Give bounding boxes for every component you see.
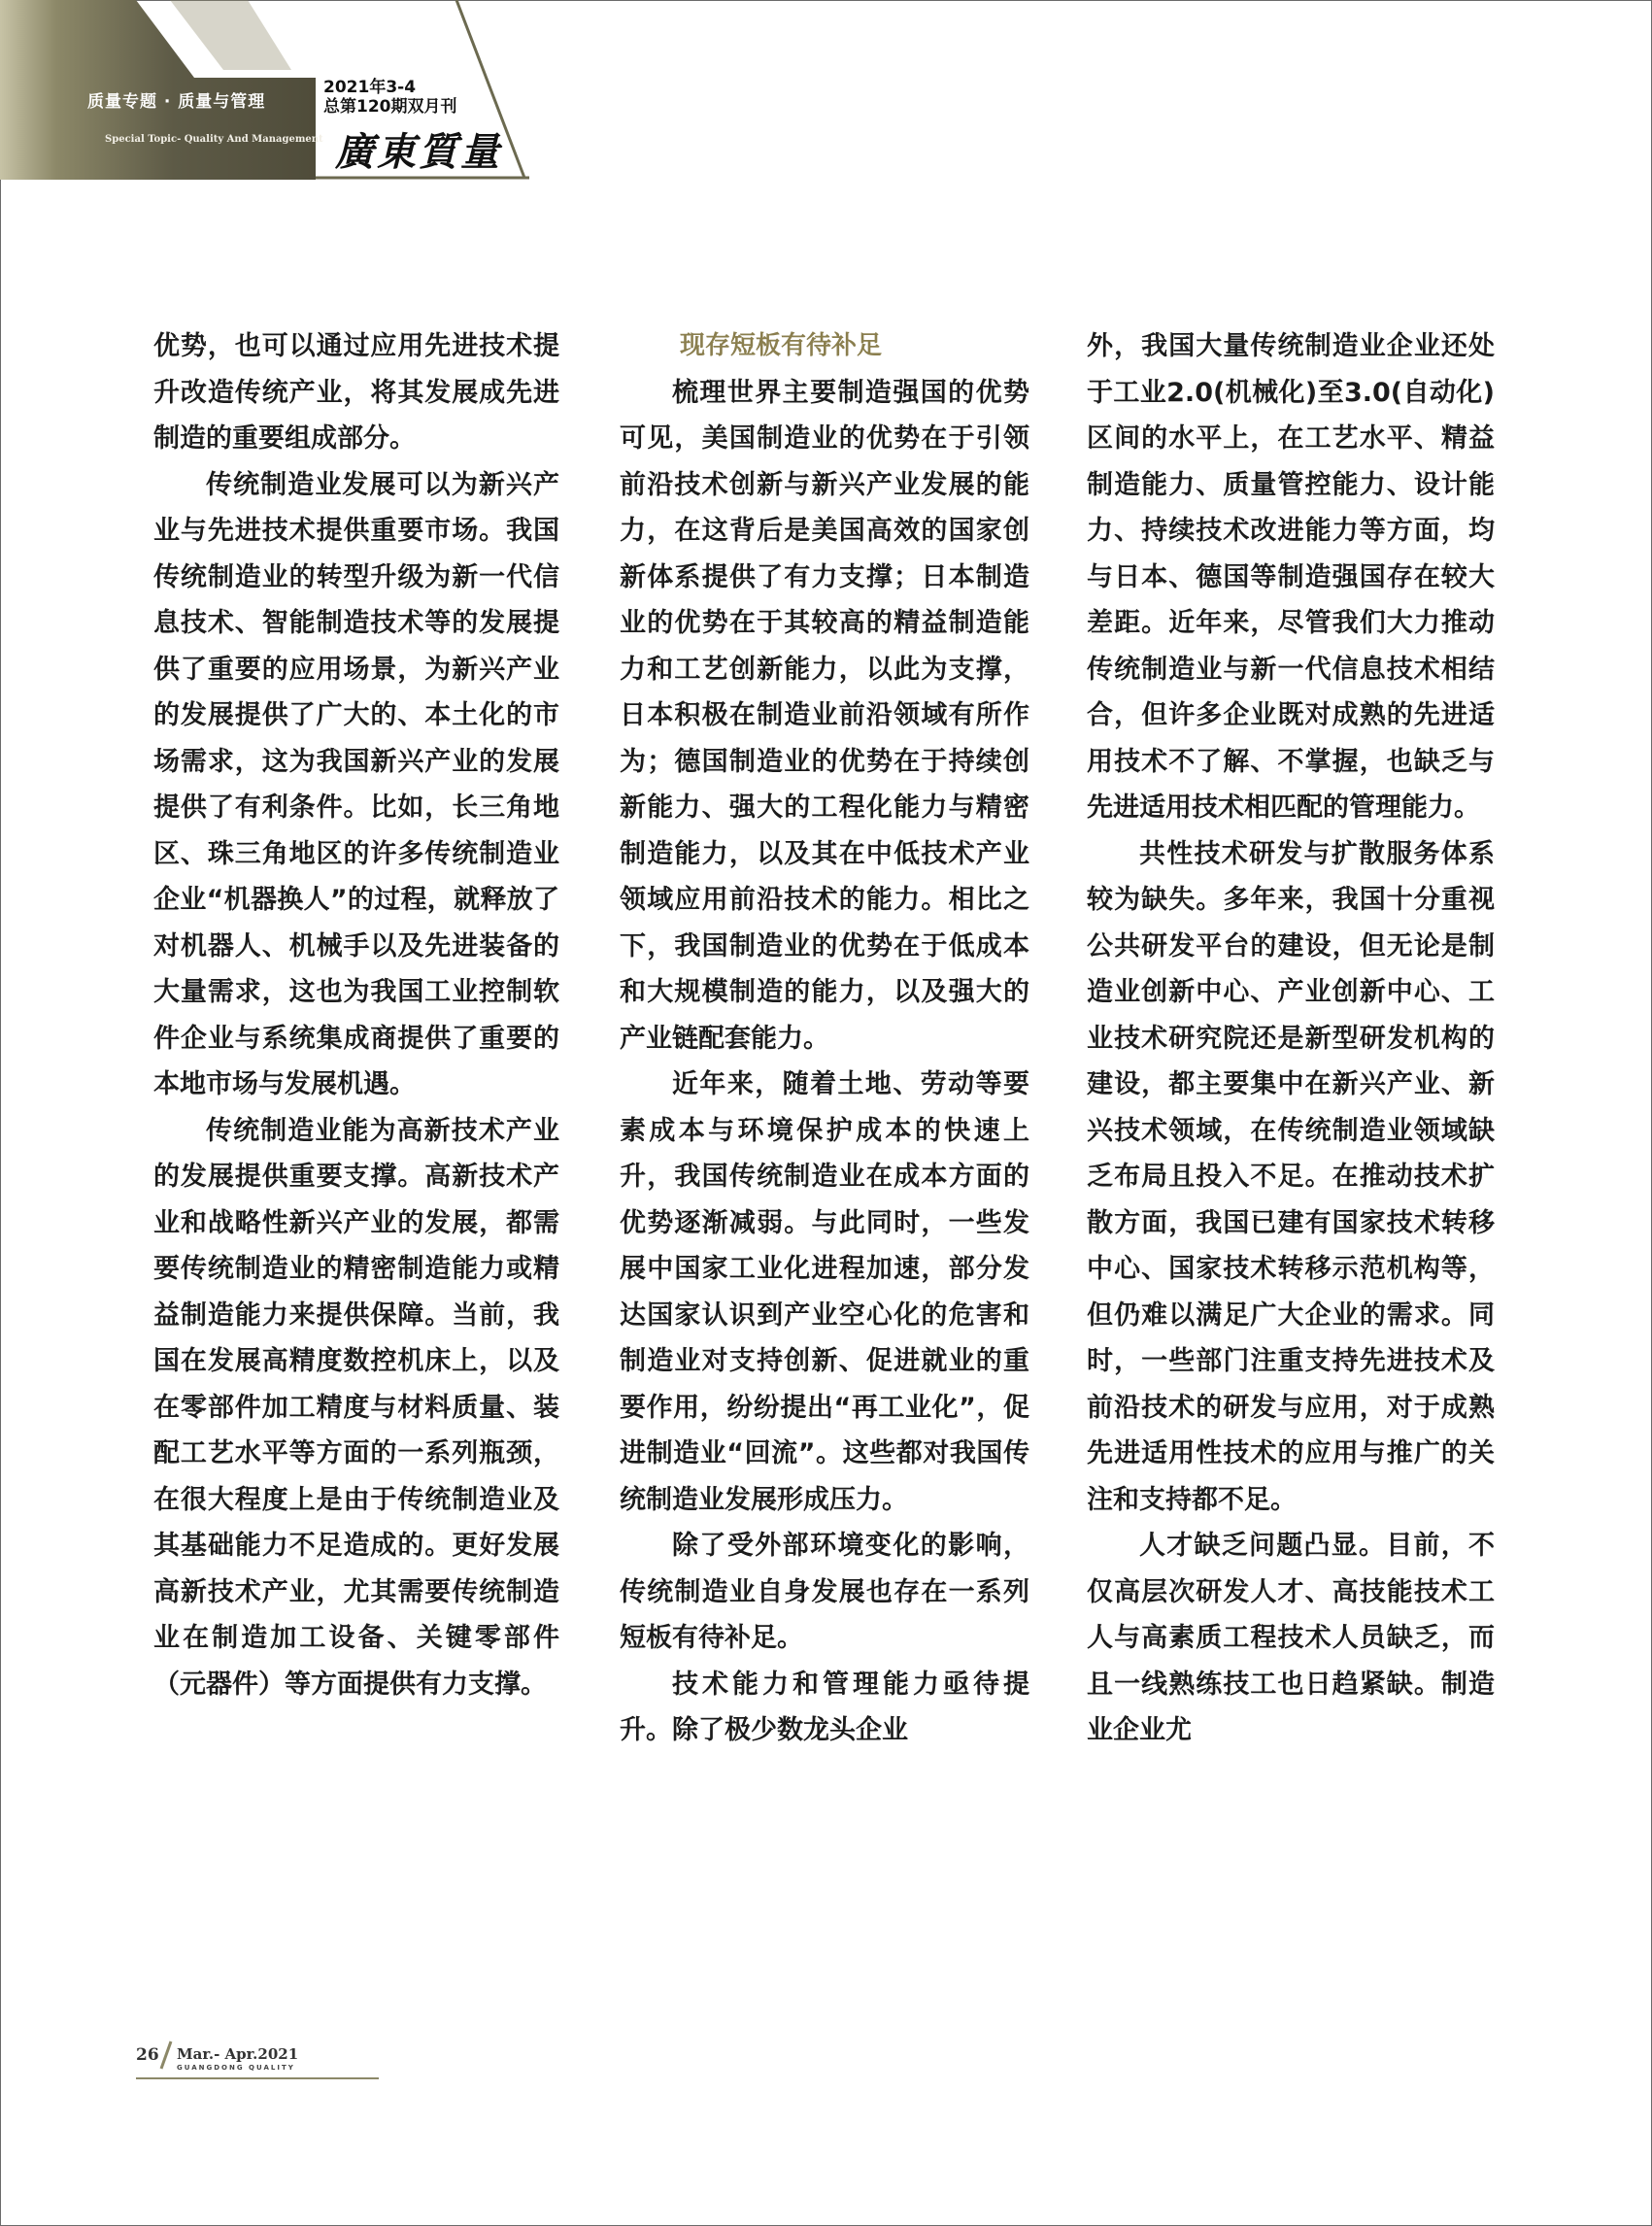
- article-paragraph: 共性技术研发与扩散服务体系较为缺失。多年来，我国十分重视公共研发平台的建设，但无论是制造业创新中心、产业创新中心、工业技术研究院还是新型研发机构的建设，都主要集中在新兴产业、新兴技术领域，在传统制造业领域缺乏布局且投入不足。在推动技术扩散方面，我国已建有国家技术转移中心、国家技术转移示范机构等，但仍难以满足广大企业的需求。同时，一些部门注重支持先进技术及前沿技术的研发与应用，对于成熟先进适用性技术的应用与推广的关注和支持都不足。: [1087, 838, 1495, 1515]
- article-paragraph: 外，我国大量传统制造业企业还处于工业2.0(机械化)至3.0(自动化)区间的水平上，在工艺水平、精益制造能力、质量管控能力、设计能力、持续技术改进能力等方面，均与日本、德国等制造强国存在较大差距。近年来，尽管我们大力推动传统制造业与新一代信息技术相结合，但许多企业既对成熟的先进适用技术不了解、不掌握，也缺乏与先进适用技术相匹配的管理能力。: [1087, 331, 1495, 823]
- article-paragraph: 近年来，随着土地、劳动等要素成本与环境保护成本的快速上升，我国传统制造业在成本方面的优势逐渐减弱。与此同时，一些发展中国家工业化进程加速，部分发达国家认识到产业空心化的危害和制造业对支持创新、促进就业的重要作用，纷纷提出“再工业化”，促进制造业“回流”。这些都对我国传统制造业发展形成压力。: [620, 1069, 1029, 1515]
- header-band: [0, 0, 544, 180]
- page-footer: [136, 2040, 379, 2078]
- section-subtitle: Special Topic- Quality And Management: [105, 134, 323, 145]
- footer-date: Mar.- Apr.2021: [177, 2045, 299, 2063]
- section-title: 质量专题 · 质量与管理: [87, 92, 266, 112]
- article-paragraph: 传统制造业发展可以为新兴产业与先进技术提供重要市场。我国传统制造业的转型升级为新一代信息技术、智能制造技术等的发展提供了重要的应用场景，为新兴产业的发展提供了广大的、本土化的市场需求，这为我国新兴产业的发展提供了有利条件。比如，长三角地区、珠三角地区的许多传统制造业企业“机器换人”的过程，就释放了对机器人、机械手以及先进装备的大量需求，这也为我国工业控制软件企业与系统集成商提供了重要的本地市场与发展机遇。: [153, 469, 559, 1099]
- footer-slash: [157, 2040, 177, 2071]
- header-shade: [170, 0, 291, 70]
- article-paragraph: 技术能力和管理能力亟待提升。除了极少数龙头企业: [620, 1669, 1029, 1745]
- article-paragraph: 除了受外部环境变化的影响，传统制造业自身发展也存在一系列短板有待补足。: [620, 1531, 1029, 1653]
- magazine-logo: 廣東質量: [335, 129, 502, 175]
- article-column-3: [1087, 323, 1495, 1754]
- footer-rule: [136, 2076, 379, 2080]
- footer-magazine-name: GUANGDONG QUALITY: [177, 2064, 295, 2072]
- article-paragraph: 优势，也可以通过应用先进技术提升改造传统产业，将其发展成先进制造的重要组成部分。: [153, 331, 559, 454]
- section-heading: 现存短板有待补足: [680, 331, 883, 360]
- issue-number: 总第120期双月刊: [323, 97, 457, 117]
- article-column-1: [153, 323, 559, 1707]
- article-paragraph: 梳理世界主要制造强国的优势可见，美国制造业的优势在于引领前沿技术创新与新兴产业发展的能力，在这背后是美国高效的国家创新体系提供了有力支撑；日本制造业的优势在于其较高的精益制造能力和工艺创新能力，以此为支撑，日本积极在制造业前沿领域有所作为；德国制造业的优势在于持续创新能力、强大的工程化能力与精密制造能力，以及其在中低技术产业领域应用前沿技术的能力。相比之下，我国制造业的优势在于低成本和大规模制造的能力，以及强大的产业链配套能力。: [620, 377, 1029, 1054]
- article-column-2: [620, 323, 1029, 1754]
- article-paragraph: 传统制造业能为高新技术产业的发展提供重要支撑。高新技术产业和战略性新兴产业的发展，都需要传统制造业的精密制造能力或精益制造能力来提供保障。当前，我国在发展高精度数控机床上，以及在零部件加工精度与材料质量、装配工艺水平等方面的一系列瓶颈，在很大程度上是由于传统制造业及其基础能力不足造成的。更好发展高新技术产业，尤其需要传统制造业在制造加工设备、关键零部件（元器件）等方面提供有力支撑。: [153, 1115, 559, 1700]
- issue-date: 2021年3-4: [323, 78, 417, 97]
- article-paragraph: 人才缺乏问题凸显。目前，不仅高层次研发人才、高技能技术工人与高素质工程技术人员缺乏，而且一线熟练技工也日趋紧缺。制造业企业尤: [1087, 1531, 1495, 1745]
- page-number: 26: [136, 2045, 159, 2065]
